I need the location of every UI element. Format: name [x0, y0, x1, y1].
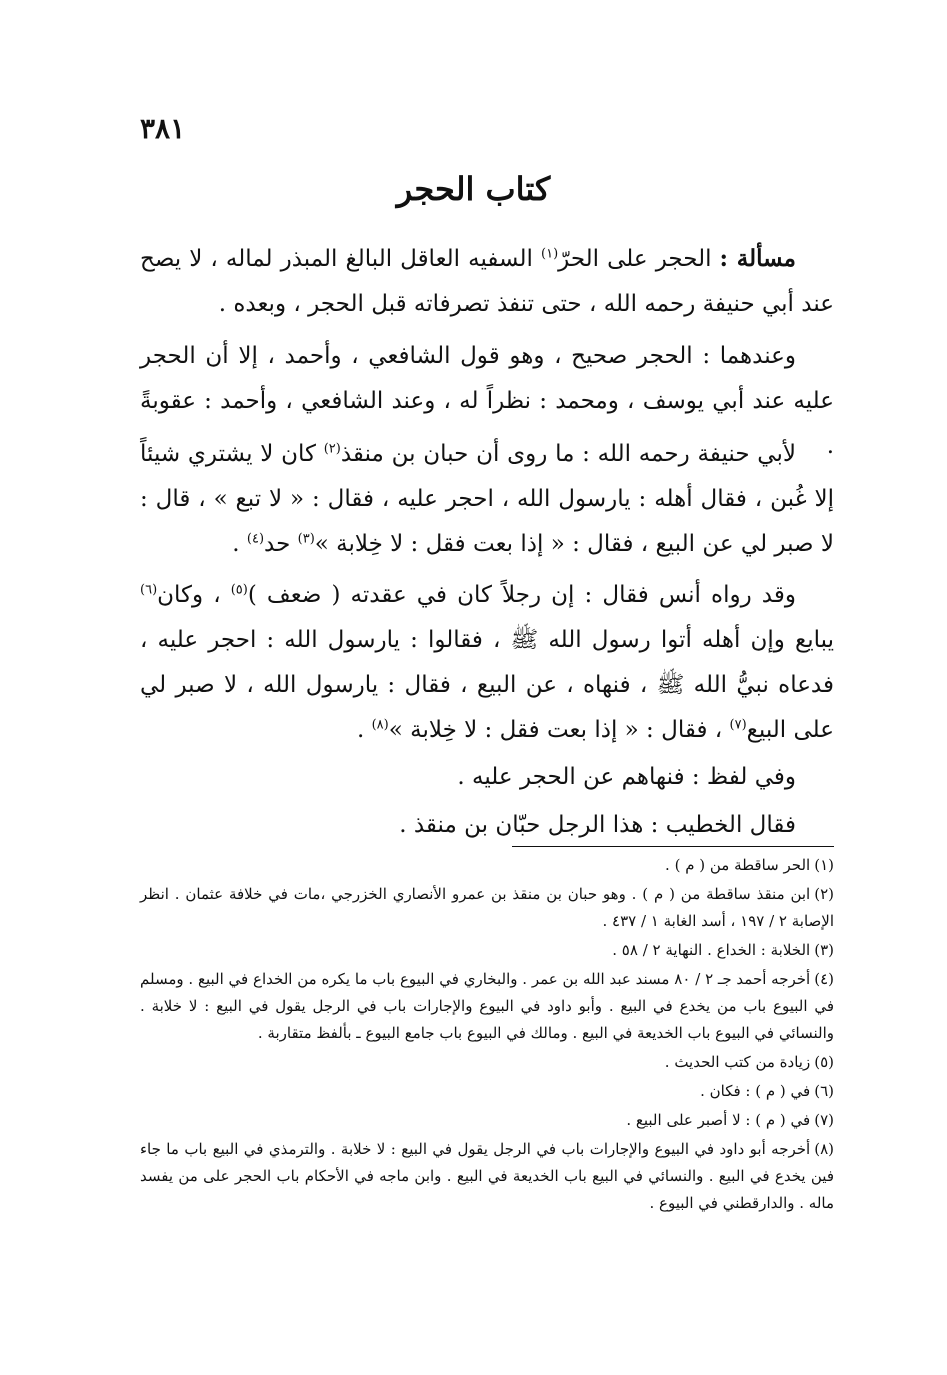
- footnotes-section: [140, 852, 834, 1219]
- footnote-text: الحر ساقطة من ( م ) .: [665, 856, 811, 874]
- footnote-number: (٤): [814, 970, 834, 988]
- footnote-ref-7[interactable]: (٧): [729, 717, 747, 733]
- footnote-number: (٣): [814, 941, 834, 959]
- chapter-title: كتاب الحجر: [396, 170, 551, 208]
- footnote-number: (٨): [814, 1140, 834, 1158]
- footnote-text: في ( م ) : فكان .: [700, 1082, 811, 1100]
- footnote-text: أخرجه أحمد جـ ٢ / ٨٠ مسند عبد الله بن عمر . والبخاري في البيوع باب ما يكره من الخداع في البيع . ومسلم في البيوع باب من يخدع في البيع . وأبو داود في البيوع والإجارات باب في الرجل يقول في البيع : لا خلابة . والنسائي في البيوع باب الخديعة في البيع . ومالك في البيوع باب جامع البيوع ـ بألفظ متقاربة .: [140, 970, 834, 1042]
- page-number: ٣٨١: [140, 112, 186, 145]
- footnote-3: [140, 937, 834, 964]
- footnote-ref-8[interactable]: (٨): [371, 717, 389, 733]
- footnote-number: (٦): [814, 1082, 834, 1100]
- anas-text-e: .: [356, 717, 372, 743]
- footnote-7: [140, 1107, 834, 1134]
- footnote-separator: [512, 846, 834, 847]
- footnote-number: (٧): [814, 1111, 834, 1129]
- masala-lead: مسألة :: [719, 245, 796, 272]
- abi-text-b: كان لا يشتري شيئاً إلا غُبن ، فقال أهله : يارسول الله ، احجر عليه ، فقال : « لا تبع » ، قال : لا صبر لي عن البيع ، فقال : « إذا بعت فقل : لا خِلابة »: [140, 441, 834, 557]
- footnote-number: (١): [814, 856, 834, 874]
- abi-text-d: .: [232, 531, 247, 557]
- footnote-text: ابن منقذ ساقطة من ( م ) . وهو حبان بن منقذ بن عمرو الأنصاري الخزرجي ،مات في خلافة عثمان . انظر الإصابة ٢ / ١٩٧ ، أسد الغابة ١ / ٤٣٧ .: [140, 885, 834, 930]
- footnote-ref-4[interactable]: (٤): [246, 531, 265, 547]
- abi-text-c: حد: [264, 531, 298, 557]
- footnote-text: زيادة من كتب الحديث .: [664, 1053, 811, 1071]
- footnote-number: (٥): [814, 1053, 834, 1071]
- footnote-1: [140, 852, 834, 879]
- footnote-2: [140, 881, 834, 935]
- anas-text-d: ، فقال : « إذا بعت فقل : لا خِلابة »: [388, 717, 730, 743]
- paragraph-khatib: فقال الخطيب : هذا الرجل حبّان بن منقذ .: [399, 812, 796, 838]
- footnote-8: [140, 1136, 834, 1217]
- footnote-number: (٢): [814, 885, 834, 903]
- masala-text-a: الحجر على الحرّ: [558, 246, 720, 272]
- paragraph-anas: [140, 573, 834, 753]
- footnote-ref-6[interactable]: (٦): [140, 582, 158, 598]
- footnote-ref-2[interactable]: (٢): [323, 441, 341, 457]
- paragraph-abi-hanifa: [140, 432, 834, 567]
- anas-text-b: ، وكان: [157, 582, 231, 608]
- abi-text-a: لأبي حنيفة رحمه الله : ما روى أن حبان بن منقذ: [340, 441, 796, 467]
- footnote-ref-3[interactable]: (٣): [297, 531, 315, 547]
- footnote-ref-1[interactable]: (١): [541, 246, 559, 262]
- footnote-text: أخرجه أبو داود في البيوع والإجارات باب في الرجل يقول في البيع : لا خلابة . والترمذي في البيع باب ما جاء فين يخدع في البيع . والنسائي في البيع باب الخديعة في البيع . وابن ماجه في الأحكام باب الحجر على من يفسد ماله . والدارقطني في البيوع .: [140, 1140, 834, 1212]
- anas-text-c: يبايع وإن أهله أتوا رسول الله ﷺ ، فقالوا : يارسول الله : احجر عليه ، فدعاه نبيُّ الله ﷺ ، فنهاه ، عن البيع ، فقال : يارسول الله ، لا صبر لي على البيع: [140, 627, 834, 743]
- anas-text-a: وقد رواه أنس فقال : إن رجلاً كان في عقدته ( ضعف ): [247, 582, 796, 608]
- paragraph-masala: [140, 236, 834, 327]
- footnote-text: الخلابة : الخداع . النهاية ٢ / ٥٨ .: [612, 941, 811, 959]
- footnote-5: [140, 1049, 834, 1076]
- footnote-6: [140, 1078, 834, 1105]
- footnote-text: في ( م ) : لا أصبر على البيع .: [626, 1111, 811, 1129]
- paragraph-indahuma: وعندهما : الحجر صحيح ، وهو قول الشافعي ، وأحمد ، إلا أن الحجر عليه عند أبي يوسف ، ومحمد : نظراً له ، وعند الشافعي ، وأحمد : عقوبةً .: [140, 343, 834, 459]
- footnote-ref-5[interactable]: (٥): [230, 582, 248, 598]
- paragraph-lafz: وفي لفظ : فنهاهم عن الحجر عليه .: [457, 764, 796, 790]
- footnote-4: [140, 966, 834, 1047]
- masala-text-b: السفيه العاقل البالغ المبذر لماله ، لا يصح عند أبي حنيفة رحمه الله ، حتى تنفذ تصرفاته قبل الحجر ، وبعده .: [140, 246, 834, 317]
